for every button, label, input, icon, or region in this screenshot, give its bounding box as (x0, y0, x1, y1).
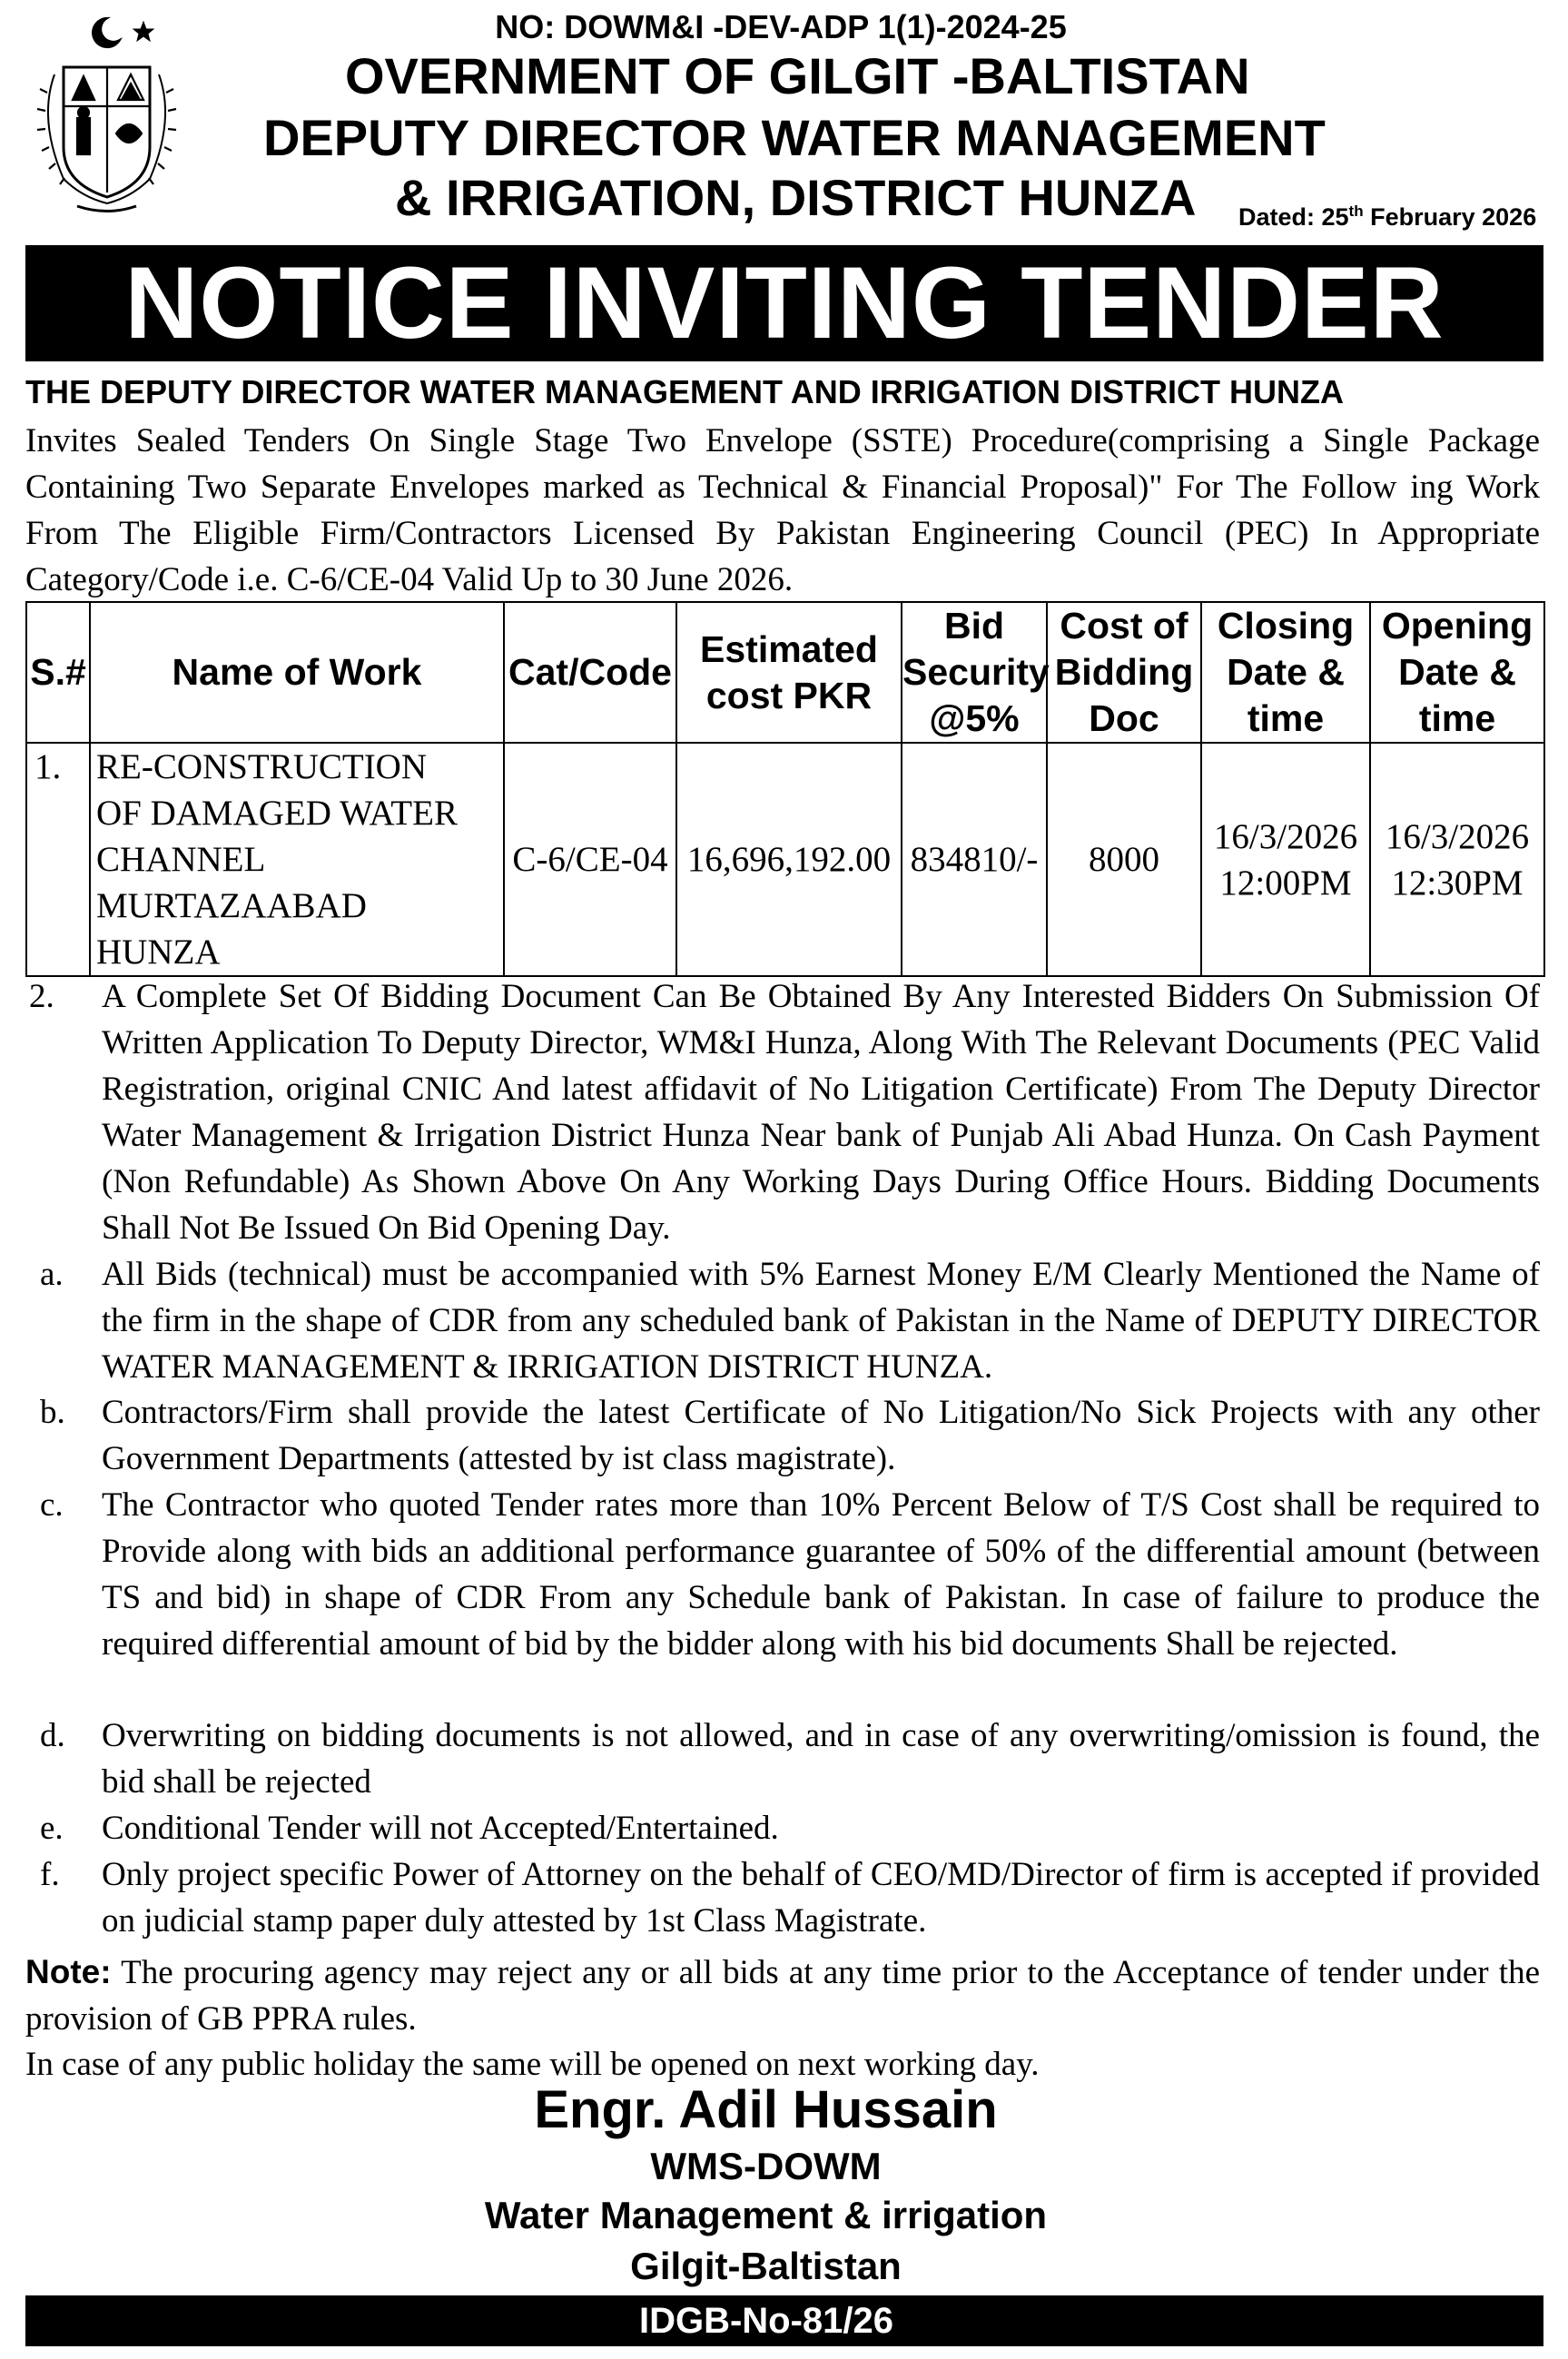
note-label: Note: (25, 1953, 112, 1990)
term-f-label: f. (40, 1856, 60, 1893)
col-header-closing-l3: time (1247, 697, 1325, 739)
term-b-label: b. (40, 1394, 65, 1431)
term-2 (25, 973, 1540, 1251)
term-e-text: Conditional Tender will not Accepted/Entertained. (102, 1810, 779, 1847)
signatory-department: Water Management & irrigation (484, 2194, 1048, 2236)
col-header-sno: S.# (26, 602, 90, 743)
col-header-closing (1201, 602, 1370, 743)
col-header-opening-l1: Opening (1381, 605, 1533, 647)
col-header-opening (1370, 602, 1544, 743)
col-header-closing-l2: Date & (1227, 651, 1345, 693)
col-header-cost-l1: Estimated (700, 627, 878, 670)
col-header-cost (676, 602, 902, 743)
col-header-doc (1047, 602, 1201, 743)
col-header-opening-l2: Date & (1398, 651, 1516, 693)
footer-bar (25, 2295, 1543, 2346)
term-b-text: Contractors/Firm shall provide the latest Certificate of No Litigation/No Sick Projects with any other Government Departments (attested by ist class magistrate). (102, 1394, 1540, 1477)
table-row (26, 743, 1544, 976)
cell-opening (1370, 743, 1544, 976)
cell-work-l1: RE-CONSTRUCTION (96, 747, 428, 786)
cell-doc-cost: 8000 (1047, 743, 1201, 976)
org-name-line2: DEPUTY DIRECTOR WATER MANAGEMENT (263, 109, 1326, 166)
col-header-work: Name of Work (90, 602, 504, 743)
col-header-opening-l3: time (1418, 697, 1496, 739)
col-header-cost-l2: cost PKR (705, 674, 873, 716)
issue-date (1238, 196, 1536, 232)
col-header-cat: Cat/Code (504, 602, 676, 743)
org-name-line3: & IRRIGATION, DISTRICT HUNZA (395, 169, 1197, 226)
term-a-text: All Bids (technical) must be accompanied with 5% Earnest Money E/M Clearly Mentioned the Name of the firm in the shape of CDR from any scheduled bank of Pakistan in the Name of DEPUTY DIRECTOR WATER MANAGEMENT & IRRIGATION DISTRICT HUNZA. (102, 1256, 1540, 1386)
term-d-text: Overwriting on bidding documents is not allowed, and in case of any overwriting/omission is found, the bid shall be rejected (102, 1717, 1540, 1801)
col-header-doc-l2: Bidding (1054, 651, 1194, 693)
note-text: The procuring agency may reject any or all bids at any time prior to the Acceptance of tender under the provision of GB PPRA rules. (25, 1954, 1540, 2038)
holiday-notice: In case of any public holiday the same will be opened on next working day. (25, 2046, 1040, 2083)
col-header-bid (902, 602, 1050, 743)
term-a (25, 1251, 1540, 1390)
issue-date-suffix-sup: th (1348, 202, 1364, 220)
term-c-label: c. (40, 1486, 64, 1524)
col-header-doc-l3: Doc (1089, 697, 1159, 739)
reference-number: NO: DOWM&I -DEV-ADP 1(1)-2024-25 (495, 8, 1067, 45)
cell-closing (1201, 743, 1370, 976)
org-name-line1: OVERNMENT OF GILGIT -BALTISTAN (345, 47, 1250, 104)
term-d (25, 1712, 1540, 1805)
term-f (25, 1851, 1540, 1944)
cell-bid-security: 834810/- (902, 743, 1047, 976)
col-header-bid-l3: @5% (929, 697, 1020, 739)
table-header-row (26, 602, 1544, 743)
cell-sno: 1. (26, 743, 90, 976)
cell-work-l4: MURTAZAABAD (96, 886, 367, 925)
term-e-label: e. (40, 1810, 64, 1847)
term-c (25, 1482, 1540, 1667)
term-a-label: a. (40, 1256, 64, 1293)
col-header-bid-l2: Security (902, 651, 1050, 693)
col-header-closing-l1: Closing (1217, 605, 1355, 647)
cell-opening-date: 16/3/2026 (1385, 816, 1530, 856)
cell-cost: 16,696,192.00 (676, 743, 902, 976)
cell-cat: C-6/CE-04 (504, 743, 676, 976)
signatory-title: WMS-DOWM (650, 2145, 882, 2187)
title-banner (25, 245, 1543, 361)
term-b (25, 1389, 1540, 1482)
term-e (25, 1805, 1540, 1851)
tender-table (25, 601, 1545, 977)
intro-lead: THE DEPUTY DIRECTOR WATER MANAGEMENT AND IRRIGATION DISTRICT HUNZA (25, 373, 1344, 410)
term-2-text: A Complete Set Of Bidding Document Can Be Obtained By Any Interested Bidders On Submission Of Written Application To Deputy Director, WM&I Hunza, Along With The Relevant Documents (PEC Valid Registration, original CNIC And latest affidavit of No Litigation Certificate) From The Deputy Director Water Management & Irrigation District Hunza Near bank of Punjab Ali Abad Hunza. On Cash Payment (Non Refundable) As Shown Above On Any Working Days During Office Hours. Bidding Documents Shall Not Be Issued On Bid Opening Day. (102, 978, 1540, 1247)
cell-work-l5: HUNZA (96, 933, 221, 972)
publication-code: IDGB-No-81/26 (638, 2301, 894, 2341)
notice-title: NOTICE INVITING TENDER (124, 246, 1445, 360)
cell-closing-date: 16/3/2026 (1213, 816, 1358, 856)
cell-work (90, 743, 504, 976)
cell-opening-time: 12:30PM (1391, 863, 1524, 903)
government-crest-icon (27, 11, 186, 220)
note-paragraph (25, 1949, 1540, 2042)
cell-work-l2: OF DAMAGED WATER (96, 794, 458, 833)
term-c-text: The Contractor who quoted Tender rates more than 10% Percent Below of T/S Cost shall be required to Provide along with bids an additional performance guarantee of 50% of the differential amount (between TS and bid) in shape of CDR From any Schedule bank of Pakistan. In case of failure to produce the required differential amount of bid by the bidder along with his bid documents Shall be rejected. (102, 1486, 1540, 1663)
term-2-label: 2. (29, 978, 54, 1015)
cell-closing-time: 12:00PM (1219, 863, 1352, 903)
col-header-bid-l1: Bid (943, 605, 1005, 647)
issue-date-prefix: Dated: 25 (1238, 203, 1349, 231)
col-header-doc-l1: Cost of (1060, 605, 1188, 647)
issue-date-month-year: February 2026 (1370, 203, 1537, 231)
term-d-label: d. (40, 1717, 65, 1754)
term-f-text: Only project specific Power of Attorney on the behalf of CEO/MD/Director of firm is accepted if provided on judicial stamp paper duly attested by 1st Class Magistrate. (102, 1856, 1540, 1940)
signatory-name: Engr. Adil Hussain (534, 2080, 998, 2139)
intro-body: Invites Sealed Tenders On Single Stage Two Envelope (SSTE) Procedure(comprising a Single Package Containing Two Separate Envelopes marked as Technical & Financial Proposal)" For The Follow ing Work From The Eligible Firm/Contractors Licensed By Pakistan Engineering Council (PEC) In Appropriate Category/Code i.e. C-6/CE-04 Valid Up to 30 June 2026. (25, 422, 1540, 598)
signatory-region: Gilgit-Baltistan (630, 2245, 902, 2287)
cell-work-l3: CHANNEL (96, 840, 266, 879)
